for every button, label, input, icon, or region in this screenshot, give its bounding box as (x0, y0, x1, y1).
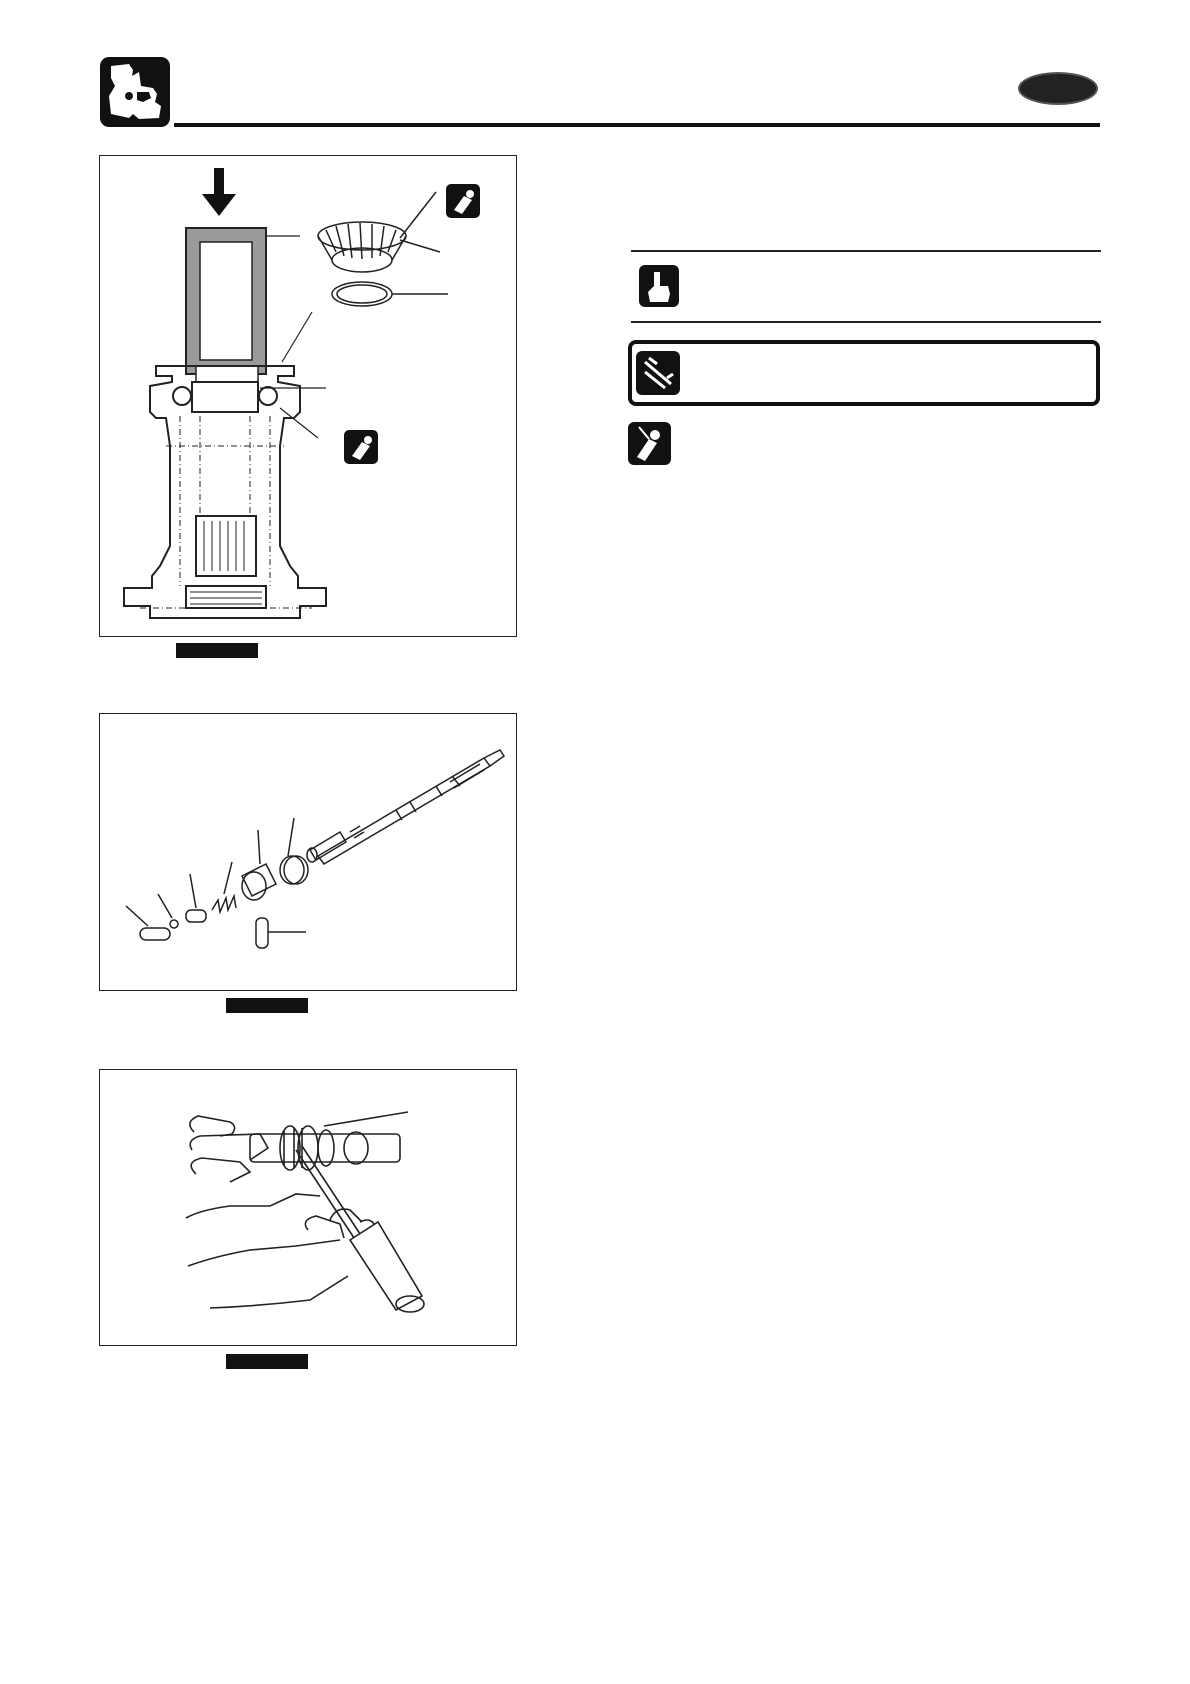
bearing-press-diagram (99, 155, 517, 637)
figure-label (176, 643, 258, 658)
caution-box (628, 340, 1100, 406)
clutch-pin-removal-illustration (99, 1069, 517, 1346)
caution-tool-icon (635, 350, 681, 396)
grease-gun-icon (627, 421, 672, 466)
header-rule (174, 123, 1100, 127)
hand-disassembly-icon (99, 56, 171, 128)
figure-label (226, 1354, 308, 1369)
figure-label (226, 998, 308, 1013)
pointing-hand-note-icon (638, 264, 680, 308)
chapter-badge (1018, 72, 1098, 105)
note-bottom-rule (631, 321, 1101, 323)
note-top-rule (631, 250, 1101, 252)
propeller-shaft-exploded-view (99, 713, 517, 991)
